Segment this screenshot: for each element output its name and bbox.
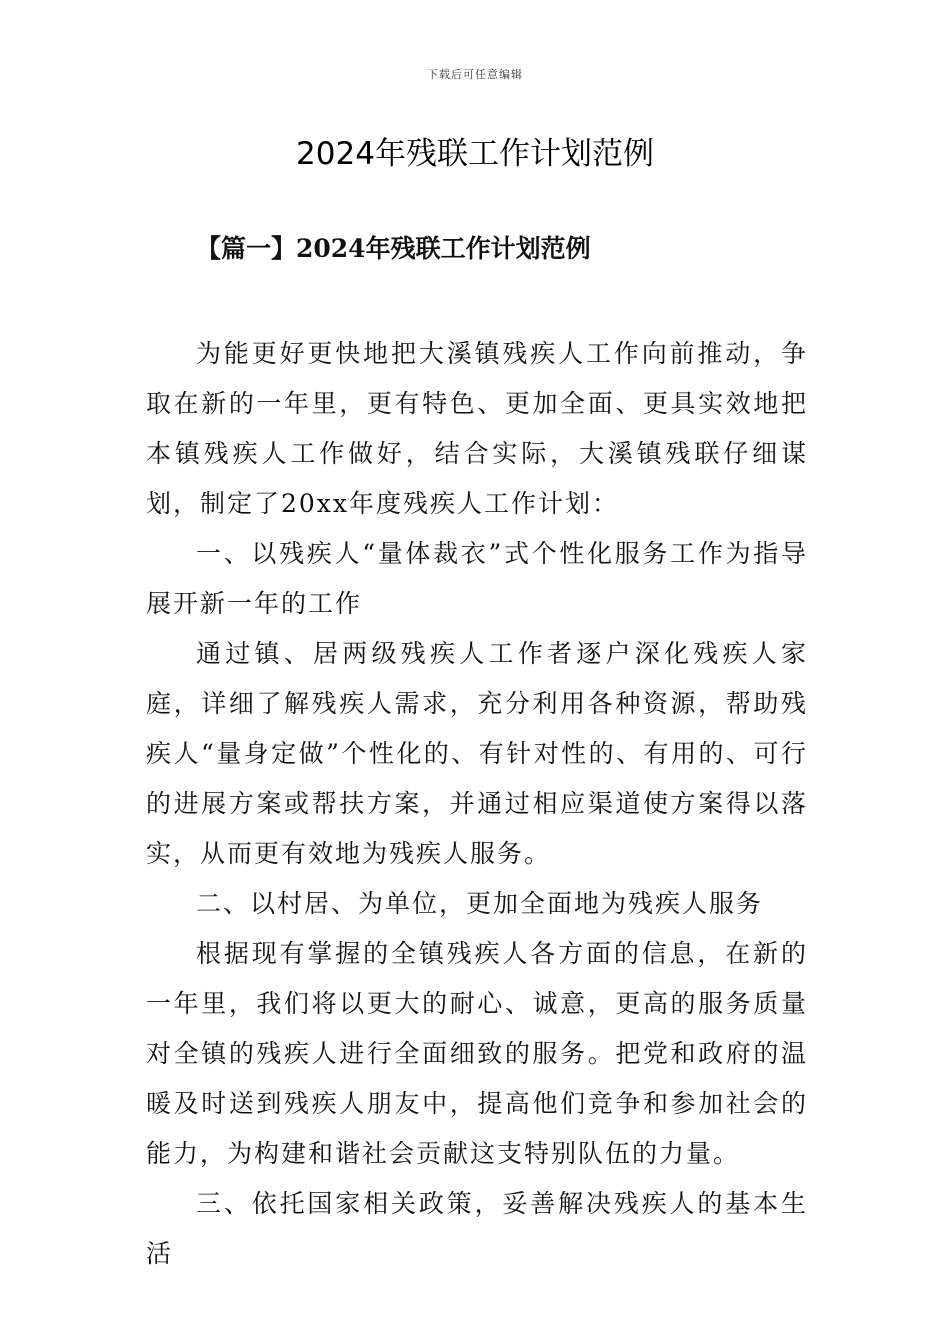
paragraph-point-one-heading: 一、以残疾人“量体裁衣”式个性化服务工作为指导展开新一年的工作 bbox=[146, 539, 808, 618]
paragraph-point-three-heading: 三、依托国家相关政策，妥善解决残疾人的基本生活 bbox=[146, 1189, 808, 1268]
paragraph-point-two-body: 根据现有掌握的全镇残疾人各方面的信息，在新的一年里，我们将以更大的耐心、诚意，更高的服务质量对全镇的残疾人进行全面细致的服务。把党和政府的温暖及时送到残疾人朋友中，提高他们竞争和参加社会的能力，为构建和谐社会贡献这支特别队伍的力量。 bbox=[146, 939, 808, 1168]
header-note: 下载后可任意编辑 bbox=[427, 68, 523, 81]
section-heading: 【篇一】2024年残联工作计划范例 bbox=[196, 234, 591, 263]
document-title: 2024年残联工作计划范例 bbox=[296, 136, 654, 172]
paragraph-point-two-heading: 二、以村居、为单位，更加全面地为残疾人服务 bbox=[196, 889, 764, 918]
paragraph-intro: 为能更好更快地把大溪镇残疾人工作向前推动，争取在新的一年里，更有特色、更加全面、更具实效地把本镇残疾人工作做好，结合实际，大溪镇残联仔细谋划，制定了20xx年度残疾人工作计划： bbox=[146, 339, 808, 518]
paragraph-point-one-body: 通过镇、居两级残疾人工作者逐户深化残疾人家庭，详细了解残疾人需求，充分利用各种资源，帮助残疾人“量身定做”个性化的、有针对性的、有用的、可行的进展方案或帮扶方案，并通过相应渠道使方案得以落实，从而更有效地为残疾人服务。 bbox=[146, 639, 808, 868]
document-body bbox=[146, 329, 808, 1279]
